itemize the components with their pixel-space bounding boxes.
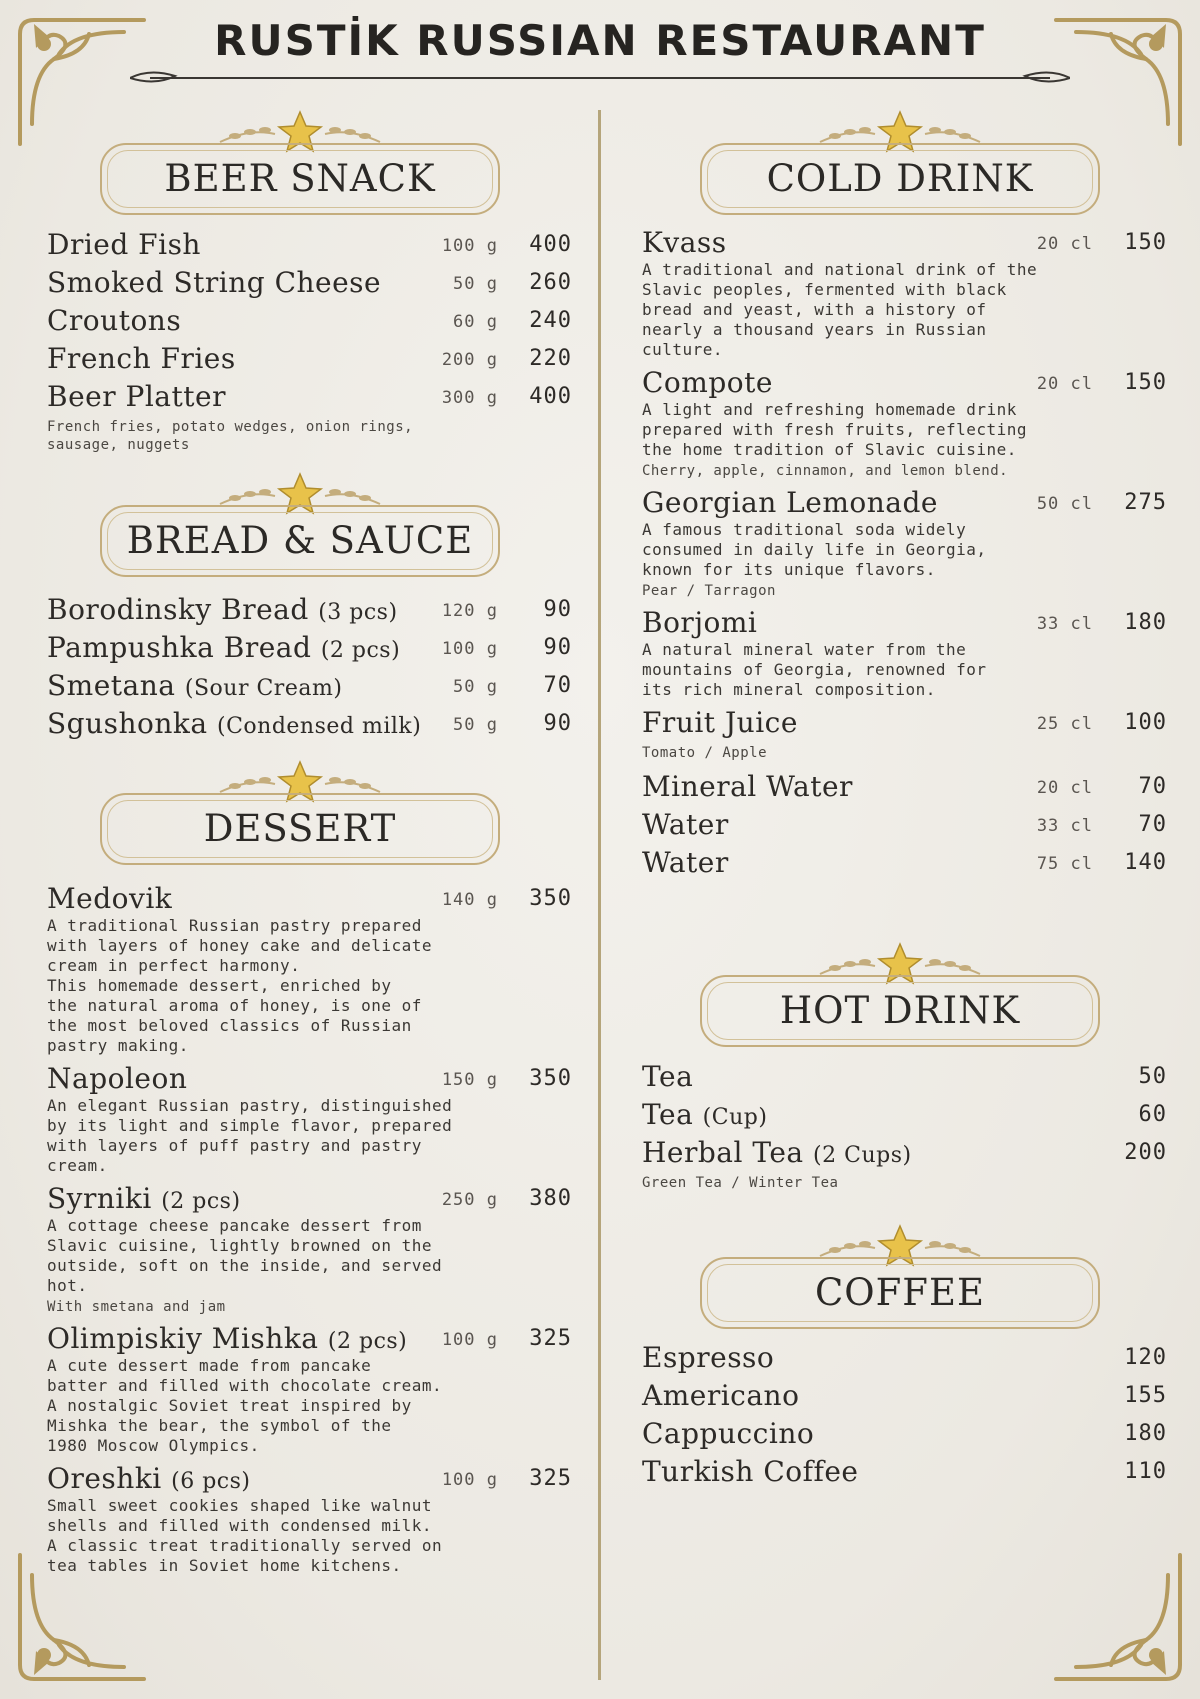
- item-name: Syrniki (2 pcs): [47, 1182, 241, 1215]
- menu-item: [642, 806, 1167, 844]
- menu-item: [47, 226, 572, 264]
- item-name: Espresso: [642, 1341, 775, 1374]
- item-price: 70: [1138, 812, 1167, 837]
- item-qty: 250 g: [441, 1190, 498, 1210]
- item-name: Pampushka Bread (2 pcs): [47, 631, 401, 664]
- item-name: Borodinsky Bread (3 pcs): [47, 593, 398, 626]
- list-cold-drink: [642, 224, 1167, 882]
- list-bread-sauce: [47, 591, 572, 743]
- menu-item: [47, 1180, 572, 1218]
- item-name: Napoleon: [47, 1062, 188, 1095]
- item-name: Tea (Cup): [642, 1098, 768, 1131]
- item-qty: 20 cl: [1036, 374, 1093, 394]
- item-price: 100: [1124, 710, 1167, 735]
- menu-item: [642, 704, 1167, 742]
- menu-item: [642, 604, 1167, 642]
- section-header-beer-snack: [100, 108, 500, 228]
- item-qty: 50 g: [453, 677, 498, 697]
- menu-item: [642, 1058, 1167, 1096]
- item-description: A cottage cheese pancake dessert from Slavic cuisine, lightly browned on the outside, soft on the inside, and served hot.: [47, 1216, 443, 1295]
- item-name: Smetana (Sour Cream): [47, 669, 343, 702]
- menu-item: [47, 1060, 572, 1098]
- menu-item: [642, 1453, 1167, 1491]
- section-title: BEER SNACK: [164, 157, 436, 200]
- item-name: Croutons: [47, 304, 182, 337]
- item-price: 325: [529, 1326, 572, 1351]
- item-name: Fruit Juice: [642, 706, 798, 739]
- section-header-cold-drink: [700, 108, 1100, 228]
- item-description: A traditional Russian pastry prepared with layers of honey cake and delicate cream in perfect harmony. This homemade dessert, enriched by the natural aroma of honey, is one of the most beloved classics of Russian pastry making.: [47, 916, 433, 1055]
- item-price: 90: [543, 635, 572, 660]
- item-note: Green Tea / Winter Tea: [642, 1175, 839, 1191]
- item-name: Water: [642, 846, 729, 879]
- item-price: 380: [529, 1186, 572, 1211]
- item-price: 155: [1124, 1383, 1167, 1408]
- item-price: 325: [529, 1466, 572, 1491]
- menu-item: [47, 264, 572, 302]
- item-qty: 50 g: [453, 274, 498, 294]
- item-description: An elegant Russian pastry, distinguished by its light and simple flavor, prepared with layers of puff pastry and pastry cream.: [47, 1096, 453, 1175]
- item-description: A light and refreshing homemade drink prepared with fresh fruits, reflecting the home tradition of Slavic cuisine.: [642, 400, 1028, 459]
- item-description: A cute dessert made from pancake batter and filled with chocolate cream. A nostalgic Soviet treat inspired by Mishka the bear, the symbol of the 1980 Moscow Olympics.: [47, 1356, 443, 1455]
- menu-item: [47, 1460, 572, 1498]
- menu-item: [47, 880, 572, 918]
- item-name: Americano: [642, 1379, 800, 1412]
- item-name: Sgushonka (Condensed milk): [47, 707, 422, 740]
- item-qty: 300 g: [441, 388, 498, 408]
- section-title: COLD DRINK: [766, 157, 1034, 200]
- menu-item: [47, 591, 572, 629]
- menu-item: [642, 1134, 1167, 1172]
- item-price: 200: [1124, 1140, 1167, 1165]
- menu-item: [642, 484, 1167, 522]
- title-rule-flourish-icon: [130, 68, 1070, 88]
- item-price: 350: [529, 886, 572, 911]
- item-name: Tea: [642, 1060, 694, 1093]
- menu-item: [47, 705, 572, 743]
- item-description: A natural mineral water from the mountains of Georgia, renowned for its rich mineral composition.: [642, 640, 987, 699]
- item-price: 110: [1124, 1459, 1167, 1484]
- item-price: 180: [1124, 1421, 1167, 1446]
- item-name: Smoked String Cheese: [47, 266, 382, 299]
- list-coffee: [642, 1339, 1167, 1491]
- section-title: DESSERT: [203, 807, 397, 850]
- item-price: 350: [529, 1066, 572, 1091]
- section-header-dessert: [100, 758, 500, 878]
- item-name: Beer Platter: [47, 380, 226, 413]
- item-price: 180: [1124, 610, 1167, 635]
- item-qty: 60 g: [453, 312, 498, 332]
- menu-item: [47, 340, 572, 378]
- menu-item: [47, 667, 572, 705]
- menu-item: [642, 1096, 1167, 1134]
- section-header-coffee: [700, 1222, 1100, 1342]
- item-price: 90: [543, 597, 572, 622]
- item-name: Medovik: [47, 882, 173, 915]
- item-price: 220: [529, 346, 572, 371]
- item-price: 90: [543, 711, 572, 736]
- item-price: 70: [543, 673, 572, 698]
- item-note: French fries, potato wedges, onion rings, sausage, nuggets: [47, 419, 414, 453]
- item-qty: 150 g: [441, 1070, 498, 1090]
- item-qty: 33 cl: [1036, 816, 1093, 836]
- item-name: Compote: [642, 366, 773, 399]
- menu-item: [642, 224, 1167, 262]
- item-name: Kvass: [642, 226, 727, 259]
- menu-item: [47, 1320, 572, 1358]
- menu-item: [642, 844, 1167, 882]
- menu-item: [642, 1415, 1167, 1453]
- corner-ornament-icon: [1046, 1545, 1186, 1685]
- item-price: 150: [1124, 370, 1167, 395]
- menu-item: [47, 302, 572, 340]
- item-qty: 140 g: [441, 890, 498, 910]
- item-name: French Fries: [47, 342, 236, 375]
- item-price: 60: [1138, 1102, 1167, 1127]
- menu-item: [642, 1377, 1167, 1415]
- item-price: 275: [1124, 490, 1167, 515]
- item-price: 240: [529, 308, 572, 333]
- menu-item: [47, 378, 572, 416]
- item-qty: 25 cl: [1036, 714, 1093, 734]
- menu-item: [642, 364, 1167, 402]
- item-qty: 33 cl: [1036, 614, 1093, 634]
- item-name: Borjomi: [642, 606, 758, 639]
- item-qty: 20 cl: [1036, 234, 1093, 254]
- list-hot-drink: [642, 1058, 1167, 1192]
- restaurant-title: RUSTİK RUSSIAN RESTAURANT: [214, 16, 986, 65]
- column-divider: [598, 110, 601, 1680]
- menu-item: [47, 629, 572, 667]
- item-price: 140: [1124, 850, 1167, 875]
- item-name: Georgian Lemonade: [642, 486, 938, 519]
- item-note: Cherry, apple, cinnamon, and lemon blend.: [642, 463, 1009, 479]
- item-price: 150: [1124, 230, 1167, 255]
- list-dessert: [47, 880, 572, 1576]
- section-header-bread-sauce: [100, 470, 500, 590]
- section-header-hot-drink: [700, 940, 1100, 1060]
- item-qty: 20 cl: [1036, 778, 1093, 798]
- item-name: Turkish Coffee: [642, 1455, 859, 1488]
- item-price: 260: [529, 270, 572, 295]
- item-note: With smetana and jam: [47, 1299, 226, 1315]
- item-name: Water: [642, 808, 729, 841]
- item-price: 50: [1138, 1064, 1167, 1089]
- item-qty: 100 g: [441, 1330, 498, 1350]
- item-qty: 200 g: [441, 350, 498, 370]
- item-qty: 50 g: [453, 715, 498, 735]
- item-name: Mineral Water: [642, 770, 853, 803]
- section-title: HOT DRINK: [779, 989, 1021, 1032]
- item-name: Olimpiskiy Mishka (2 pcs): [47, 1322, 408, 1355]
- menu-item: [642, 768, 1167, 806]
- item-name: Oreshki (6 pcs): [47, 1462, 251, 1495]
- item-description: Small sweet cookies shaped like walnut shells and filled with condensed milk. A classic treat traditionally served on tea tables in Soviet home kitchens.: [47, 1496, 443, 1575]
- item-qty: 75 cl: [1036, 854, 1093, 874]
- item-qty: 50 cl: [1036, 494, 1093, 514]
- item-note: Pear / Tarragon: [642, 583, 776, 599]
- item-name: Dried Fish: [47, 228, 201, 261]
- item-name: Cappuccino: [642, 1417, 815, 1450]
- item-description: A famous traditional soda widely consumed in daily life in Georgia, known for its unique flavors.: [642, 520, 987, 579]
- item-qty: 120 g: [441, 601, 498, 621]
- item-price: 400: [529, 232, 572, 257]
- item-price: 70: [1138, 774, 1167, 799]
- list-beer-snack: [47, 226, 572, 454]
- item-price: 400: [529, 384, 572, 409]
- item-qty: 100 g: [441, 236, 498, 256]
- section-title: BREAD & SAUCE: [126, 519, 474, 562]
- menu-item: [642, 1339, 1167, 1377]
- item-name: Herbal Tea (2 Cups): [642, 1136, 912, 1169]
- item-qty: 100 g: [441, 1470, 498, 1490]
- item-note: Tomato / Apple: [642, 745, 768, 761]
- item-description: A traditional and national drink of the Slavic peoples, fermented with black bread and yeast, with a history of nearly a thousand years in Russian culture.: [642, 260, 1038, 359]
- section-title: COFFEE: [814, 1271, 985, 1314]
- item-price: 120: [1124, 1345, 1167, 1370]
- item-qty: 100 g: [441, 639, 498, 659]
